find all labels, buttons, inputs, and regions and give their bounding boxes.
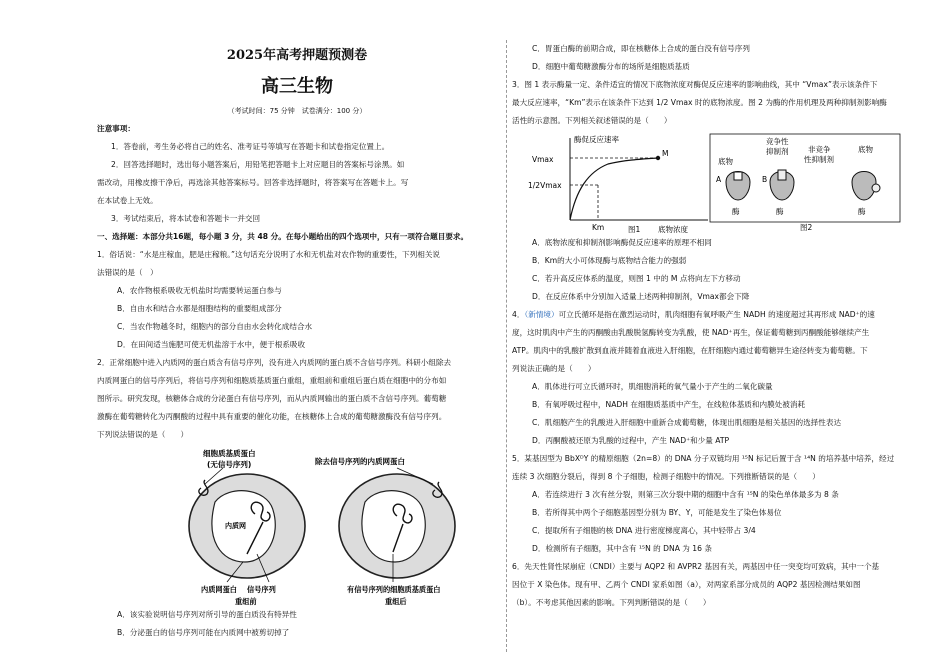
fig2-label-b: B xyxy=(762,175,768,184)
option: A．若连续进行 3 次有丝分裂，则第三次分裂中期的细胞中含有 ¹⁵N 的染色单体最多为 8 条 xyxy=(532,490,839,499)
question-stem: 活性的示意图。下列相关叙述错误的是（ ） xyxy=(512,116,672,125)
option: C．胃蛋白酶的前期合成，即在核糖体上合成的蛋白没有信号序列 xyxy=(532,44,750,53)
section-heading: 一、选择题：本部分共16题，每小题 3 分，共 48 分。在每小题给出的四个选项中，只有一项符合题目要求。 xyxy=(97,232,469,241)
notice-line: 需改动，用橡皮擦干净后，再选涂其他答案标号。回答非选择题时，将答案写在答题卡上。写 xyxy=(97,178,409,187)
question-number: 4． xyxy=(512,310,525,319)
fig2-inhibitor: 抑制剂 xyxy=(766,147,789,156)
question-stem: 激酶在葡萄糖转化为丙酮酸的过程中具有重要的催化功能，在核糖体上合成的葡萄糖激酶没有信号序列。 xyxy=(97,412,447,421)
question-stem: 法错误的是（ ） xyxy=(97,268,158,277)
label-after: 重组后 xyxy=(385,597,407,606)
fig2-enzyme-label-a: 酶 xyxy=(732,207,740,216)
question-stem: 列说法正确的是（ ） xyxy=(512,364,596,373)
fig2-competitive: 竞争性 xyxy=(766,137,789,146)
question-stem: 内质网蛋白的信号序列后，将信号序列和细胞质基质蛋白重组，重组前和重组后蛋白质在细胞中的分布如 xyxy=(97,376,447,385)
label-signal: 信号序列 xyxy=(247,585,276,594)
question-stem: 度，这时肌肉中产生的丙酮酸由乳酸脱氢酶转变为乳酸，使 NAD⁺再生，保证葡萄糖到丙酮酸能够继续产生 xyxy=(512,328,870,337)
notice-line: 在本试卷上无效。 xyxy=(97,196,158,205)
fig2-substrate: 底物 xyxy=(718,157,733,166)
fig2-label-a: A xyxy=(716,175,722,184)
exam-title: 2025年高考押题预测卷 xyxy=(226,48,368,63)
label-cyto-protein: 细胞质基质蛋白 xyxy=(203,449,256,458)
new-context-tag: （新情境） xyxy=(524,310,559,319)
subject-title: 高三生物 xyxy=(261,76,333,97)
fig1-km: Km xyxy=(592,223,605,232)
question-stem: 1．俗话说：“水是庄稼血，肥是庄稼粮。”这句话充分说明了水和无机盐对农作物的重要性，下列相关说 xyxy=(97,250,441,259)
fig1-point-m xyxy=(656,156,660,160)
fig1-m-label: M xyxy=(662,149,669,158)
fig1-ylabel: 酶促反应速率 xyxy=(574,135,619,144)
label-er-protein-removed: 除去信号序列的内质网蛋白 xyxy=(315,457,405,466)
enzyme-figures xyxy=(512,130,912,234)
notice-title: 注意事项： xyxy=(97,124,135,133)
option: B．有氧呼吸过程中，NADH 在细胞质基质中产生，在线粒体基质和内膜处被消耗 xyxy=(532,400,806,409)
option: C．若升高反应体系的温度，则图 1 中的 M 点将向左下方移动 xyxy=(532,274,741,283)
option: A．底物浓度和抑制剂影响酶促反应速率的原理不相同 xyxy=(532,238,712,247)
question-stem: 2．正常细胞中进入内质网的蛋白质含有信号序列，没有进入内质网的蛋白质不含信号序列。科研小组除去 xyxy=(97,358,452,367)
option: C．提取所有子细胞的核 DNA 进行密度梯度离心，其中轻带占 3/4 xyxy=(532,526,756,535)
option: D．在田间适当施肥可使无机盐溶于水中，便于根系吸收 xyxy=(117,340,306,349)
option: D．在反应体系中分别加入适量上述两种抑制剂，Vmax都会下降 xyxy=(532,292,750,301)
option: D．检测所有子细胞，其中含有 ¹⁵N 的 DNA 为 16 条 xyxy=(532,544,712,553)
option: B．若所得其中两个子细胞基因型分别为 BY、Y，可能是发生了染色体易位 xyxy=(532,508,782,517)
cell-diagram xyxy=(97,444,497,606)
option: A．农作物根系吸收无机盐时均需要转运蛋白参与 xyxy=(117,286,282,295)
question-stem: 连续 3 次细胞分裂后，得到 8 个子细胞，检测子细胞中的情况。下列推断错误的是（ ） xyxy=(512,472,820,481)
fig1-caption: 图1 xyxy=(628,225,641,234)
fig2-caption: 图2 xyxy=(800,223,813,232)
option: A．该实验说明信号序列对所引导的蛋白质没有特异性 xyxy=(117,610,297,619)
question-stem xyxy=(512,306,912,324)
fig2-noncompetitive: 非竞争 xyxy=(808,145,831,154)
option: A．肌体进行可立氏循环时，肌细胞消耗的氧气量小于产生的二氧化碳量 xyxy=(532,382,773,391)
question-stem: 5．某基因型为 BbXᴰY 的精原细胞（2n=8）的 DNA 分子双链均用 ¹⁵N 标记后置于含 ¹⁴N 的培养基中培养，经过 xyxy=(512,454,895,463)
fig1-xlabel: 底物浓度 xyxy=(658,225,688,234)
enzyme-diagrams xyxy=(512,130,912,234)
label-er: 内质网 xyxy=(225,522,246,530)
label-with-signal: 有信号序列的细胞质基质蛋白 xyxy=(347,585,441,594)
column-divider xyxy=(506,40,507,652)
option: B．分泌蛋白的信号序列可能在内质网中被剪切掉了 xyxy=(117,628,290,637)
question-stem: 图所示。研究发现，核糖体合成的分泌蛋白有信号序列，而从内质网输出的蛋白质不含信号序列。葡萄糖 xyxy=(97,394,447,403)
option: B．自由水和结合水都是细胞结构的重要组成部分 xyxy=(117,304,282,313)
fig2-substrate-2: 底物 xyxy=(858,145,873,154)
exam-meta: （考试时间：75 分钟 试卷满分：100 分） xyxy=(227,107,367,115)
fig1-half-vmax: 1/2Vmax xyxy=(528,181,562,190)
label-no-signal: (无信号序列) xyxy=(207,460,252,469)
question-stem: ATP。肌肉中的乳酸扩散到血液并随着血液进入肝细胞，在肝细胞内通过葡萄糖异生途径转变为葡萄糖。下 xyxy=(512,346,868,355)
option: C．当农作物越冬时，细胞内的部分自由水会转化成结合水 xyxy=(117,322,313,331)
question-stem-first: 可立氏循环是指在激烈运动时，肌肉细胞有氧呼吸产生 NADH 的速度超过其再形成 NAD⁺的速 xyxy=(558,310,875,319)
fig2-enzyme-label-c: 酶 xyxy=(858,207,866,216)
option: D．细胞中葡萄糖激酶分布的场所是细胞质基质 xyxy=(532,62,690,71)
question-stem: 6．先天性肾性尿崩症（CNDI）主要与 AQP2 和 AVPR2 基因有关，两基因中任一突变均可致病，其中一个基 xyxy=(512,562,880,571)
label-er-protein: 内质网蛋白 xyxy=(201,585,237,594)
question-stem: 下列说法错误的是（ ） xyxy=(97,430,189,439)
option: D．丙酮酸被还原为乳酸的过程中，产生 NAD⁺和少量 ATP xyxy=(532,436,730,445)
notice-line: 1．答卷前，考生务必将自己的姓名、准考证号等填写在答题卡和试卷指定位置上。 xyxy=(111,142,390,151)
fig2-noncompetitive2: 性抑制剂 xyxy=(804,155,834,164)
question-stem: 最大反应速率，“Km”表示在该条件下达到 1/2 Vmax 时的底物浓度。图 2 为酶的作用机理及两种抑制剂影响酶 xyxy=(512,98,887,107)
protein-recombination-figure xyxy=(97,444,497,606)
option: C．肌细胞产生的乳酸进入肝细胞中重新合成葡萄糖，体现出肌细胞是相关基因的选择性表达 xyxy=(532,418,842,427)
fig1-vmax: Vmax xyxy=(532,155,554,164)
notice-line: 3．考试结束后，将本试卷和答题卡一并交回 xyxy=(111,214,261,223)
fig1-curve xyxy=(570,158,658,220)
question-stem: （b）。不考虑其他因素的影响。下列判断错误的是（ ） xyxy=(512,598,711,607)
fig2-enzyme-label-b: 酶 xyxy=(776,207,784,216)
label-before: 重组前 xyxy=(235,597,257,606)
right-column xyxy=(512,40,912,612)
option: B．Km的大小可体现酶与底物结合能力的强弱 xyxy=(532,256,687,265)
notice-line: 2．回答选择题时，选出每小题答案后，用铅笔把答题卡上对应题目的答案标号涂黑。如 xyxy=(111,160,405,169)
question-stem: 3．图 1 表示酶量一定、条件适宜的情况下底物浓度对酶促反应速率的影响曲线，其中 “Vmax”表示该条件下 xyxy=(512,80,878,89)
question-stem: 因位于 X 染色体。现有甲、乙两个 CNDI 家系如图（a），对两家系部分成员的 AQP2 基因检测结果如图 xyxy=(512,580,861,589)
left-column xyxy=(97,40,497,642)
